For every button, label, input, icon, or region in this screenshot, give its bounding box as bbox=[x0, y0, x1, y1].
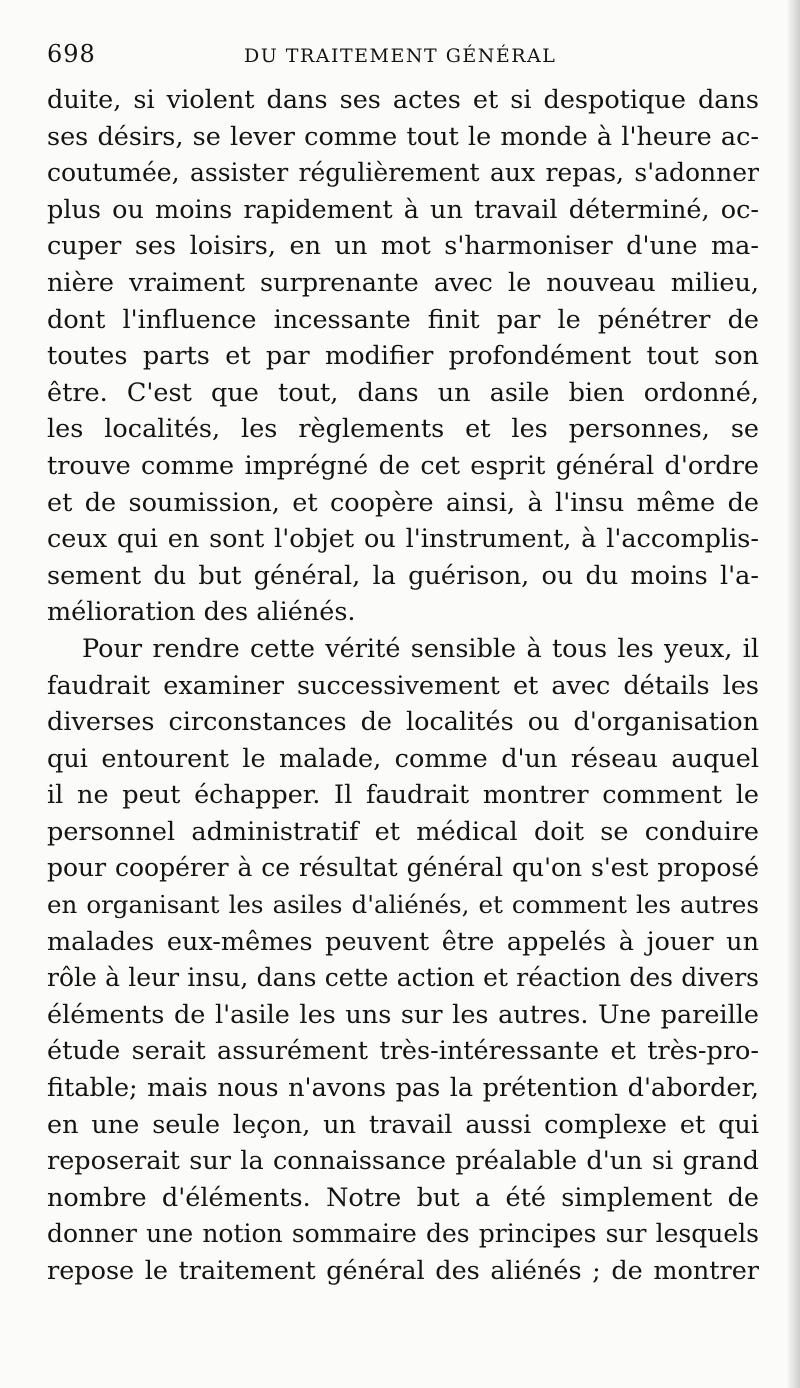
text-line: sement du but général, la guérison, ou du moins l'a- bbox=[47, 560, 759, 591]
text-line: duite, si violent dans ses actes et si despotique dans bbox=[47, 85, 759, 115]
running-head bbox=[47, 40, 757, 74]
text-line: faudrait examiner successivement et avec détails les bbox=[47, 670, 759, 701]
text-line: toutes parts et par modifier profondément tout son bbox=[47, 341, 759, 372]
body-text bbox=[47, 82, 759, 1290]
paragraph-first-line: Pour rendre cette vérité sensible à tous les yeux, il bbox=[82, 633, 759, 664]
page-edge-shadow bbox=[786, 0, 800, 1388]
text-line: repose le traitement général des aliénés ; de montrer bbox=[47, 1256, 759, 1286]
text-line: diverses circonstances de localités ou d'organisation bbox=[47, 707, 759, 738]
text-line: en organisant les asiles d'aliénés, et comment les autres bbox=[47, 890, 759, 920]
text-line: rôle à leur insu, dans cette action et réaction des divers bbox=[47, 963, 759, 993]
text-line: ses désirs, se lever comme tout le monde à l'heure ac- bbox=[47, 121, 759, 152]
text-line: personnel administratif et médical doit se conduire bbox=[47, 816, 759, 847]
text-line: cuper ses loisirs, en un mot s'harmoniser d'une ma- bbox=[47, 231, 759, 262]
text-line: les localités, les règlements et les personnes, se bbox=[47, 414, 759, 445]
text-line: qui entourent le malade, comme d'un réseau auquel bbox=[47, 743, 759, 774]
running-title: DU TRAITEMENT GÉNÉRAL bbox=[244, 45, 557, 67]
text-line: étude serait assurément très-intéressante et très-pro- bbox=[47, 1036, 759, 1067]
paragraph-last-line: mélioration des aliénés. bbox=[47, 597, 356, 628]
text-line: éléments de l'asile les uns sur les autres. Une pareille bbox=[47, 999, 759, 1030]
text-line: ceux qui en sont l'objet ou l'instrument, à l'accomplis- bbox=[47, 524, 759, 555]
text-line: malades eux-mêmes peuvent être appelés à jouer un bbox=[47, 926, 759, 957]
text-line: en une seule leçon, un travail aussi complexe et qui bbox=[47, 1109, 759, 1140]
text-line: il ne peut échapper. Il faudrait montrer comment le bbox=[47, 780, 759, 811]
text-line: pour coopérer à ce résultat général qu'on s'est proposé bbox=[47, 853, 759, 883]
text-line: fitable; mais nous n'avons pas la prétention d'aborder, bbox=[47, 1073, 759, 1104]
text-line: dont l'influence incessante finit par le pénétrer de bbox=[47, 304, 759, 335]
text-line: trouve comme imprégné de cet esprit général d'ordre bbox=[47, 450, 759, 481]
text-line: nière vraiment surprenante avec le nouveau milieu, bbox=[47, 267, 759, 298]
text-line: et de soumission, et coopère ainsi, à l'insu même de bbox=[47, 487, 759, 518]
page-number: 698 bbox=[47, 40, 96, 68]
text-line: coutumée, assister régulièrement aux repas, s'adonner bbox=[47, 158, 759, 188]
text-line: reposerait sur la connaissance préalable d'un si grand bbox=[47, 1146, 759, 1177]
text-line: nombre d'éléments. Notre but a été simplement de bbox=[47, 1182, 759, 1213]
text-line: donner une notion sommaire des principes sur lesquels bbox=[47, 1219, 759, 1249]
text-line: être. C'est que tout, dans un asile bien ordonné, bbox=[47, 377, 759, 408]
text-line: plus ou moins rapidement à un travail déterminé, oc- bbox=[47, 194, 759, 225]
